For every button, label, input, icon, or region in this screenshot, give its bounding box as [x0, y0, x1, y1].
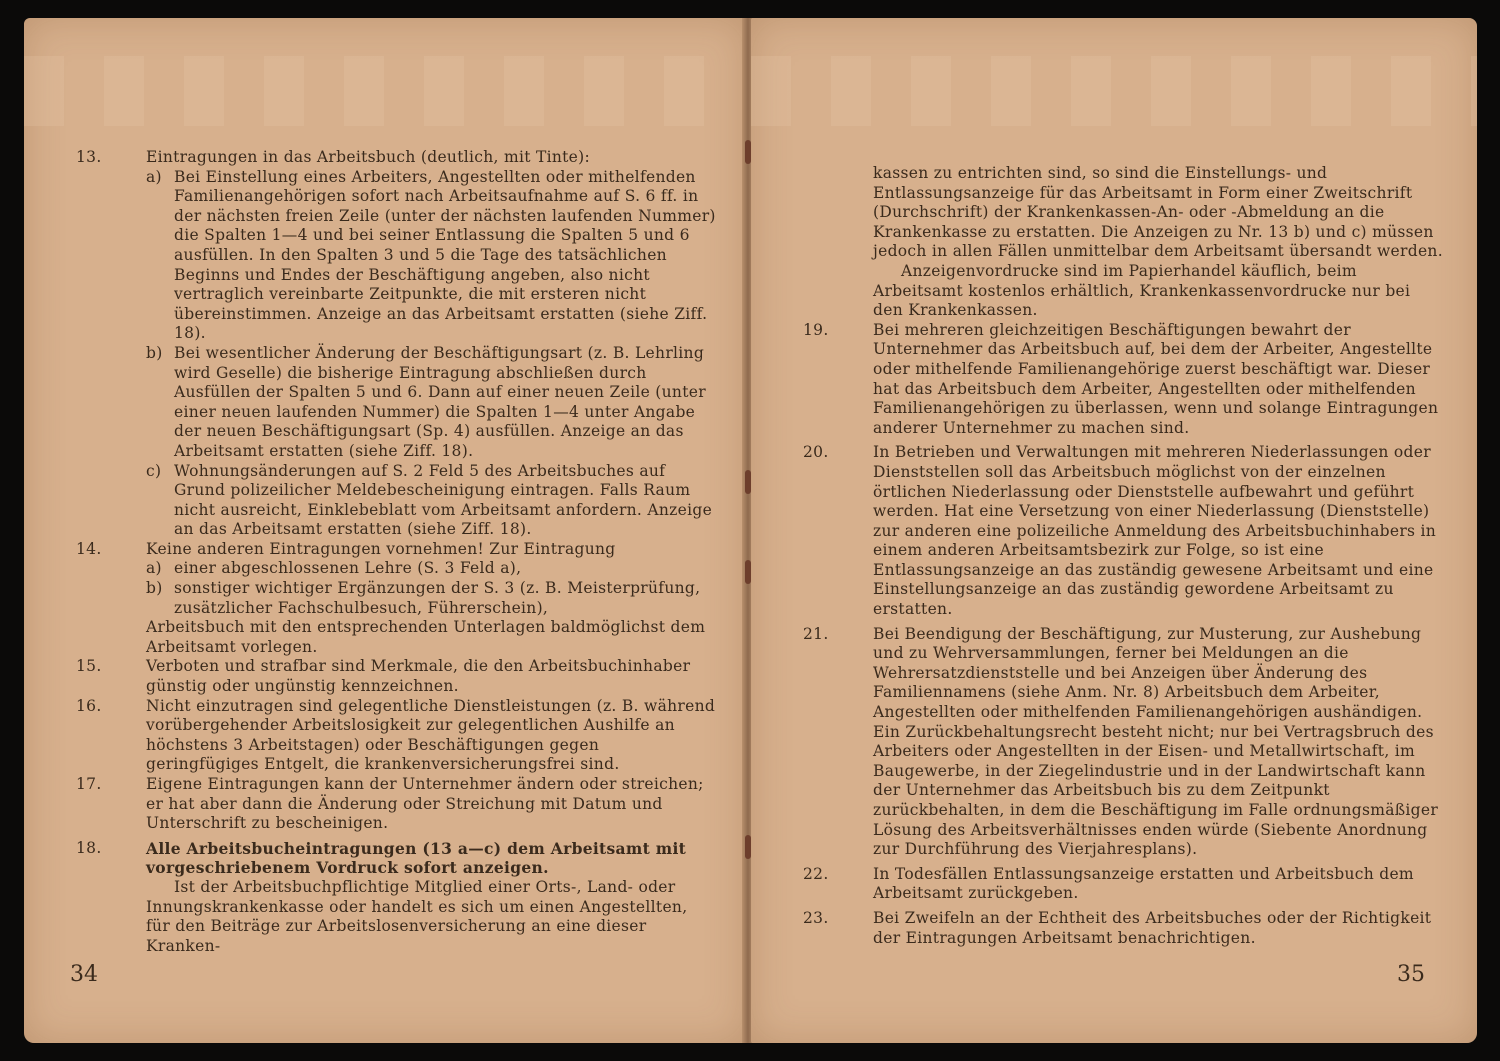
item-number: 16. [76, 696, 102, 715]
watermark-band [751, 56, 1477, 126]
item-20 [803, 443, 1443, 619]
sub-label: c) [146, 461, 162, 480]
sub-text: sonstiger wichtiger Ergänzungen der S. 3 (z. B. Meisterprüfung, zusätzlicher Fachschulbesuch, Führerschein), [174, 579, 701, 617]
sub-text: Wohnungsänderungen auf S. 2 Feld 5 des Arbeitsbuches auf Grund polizeilicher Meldebescheinigung eintragen. Falls Raum nicht ausreicht, Einklebeblatt vom Arbeitsamt anfordern. Anzeige an das Arbeitsamt erstatten (siehe Ziff. 18). [174, 461, 713, 539]
item-19 [803, 321, 1443, 439]
continuation-text: kassen zu entrichten sind, so sind die Einstellungs- und Entlassungsanzeige für das Arbeitsamt in Form einer Zweitschrift (Durchschrift) der Krankenkassen-An- oder -Abmeldung an die Krankenkasse zu erstatten. Die Anzeigen zu Nr. 13 b) und c) müssen jedoch in allen Fällen unmittelbar dem Arbeitsamt übersandt werden. [873, 164, 1443, 261]
item-number: 19. [803, 320, 829, 339]
item-number: 21. [803, 624, 829, 643]
item-text: Keine anderen Eintragungen vornehmen! Zur Eintragung [146, 539, 616, 558]
item-number: 15. [76, 657, 102, 676]
item-text: Bei Beendigung der Beschäftigung, zur Musterung, zur Aushebung und zu Wehrversammlungen, ferner bei Meldungen an die Wehrersatzdienststelle und bei Anzeigen über Änderung des Familiennamens (siehe Anm. Nr. 8) Arbeitsbuch dem Arbeiter, Angestellten oder mithelfenden Familienangehörigen aushändigen. Ein Zurückbehaltungsrecht besteht nicht; nur bei Vertragsbruch des Arbeiters oder Angestellten in der Eisen- und Metallwirtschaft, im Baugewerbe, in der Ziegelindustrie und in der Landwirtschaft kann der Unternehmer das Arbeitsbuch bis zu dem Zeitpunkt zurückbehalten, in dem die Beschäftigung im Falle ordnungsmäßiger Lösung des Arbeitsverhältnisses enden würde (Siebente Anordnung zur Durchführung des Vierjahresplans). [873, 624, 1439, 859]
item-number: 22. [803, 864, 829, 883]
item-number: 18. [76, 838, 102, 857]
continuation-text: Ist der Arbeitsbuchpflichtige Mitglied einer Orts-, Land- oder Innungskrankenkasse oder handelt es sich um einen Angestellten, für den Beiträge zur Arbeitslosenversicherung an eine dieser Kranken- [146, 877, 688, 955]
item-text: Eintragungen in das Arbeitsbuch (deutlich, mit Tinte): [146, 148, 591, 166]
right-page-text [803, 164, 1443, 948]
item-13 [76, 148, 716, 168]
sub-item-13b [76, 344, 716, 462]
sub-item-14b [76, 579, 716, 618]
item-text: Nicht einzutragen sind gelegentliche Dienstleistungen (z. B. während vorübergehender Arbeitslosigkeit zur gelegentlichen Aushilfe an höchstens 3 Arbeitstagen) oder Beschäftigungen gegen geringfügiges Entgelt, die krankenversicherungsfrei sind. [146, 696, 716, 774]
sub-text: Bei Einstellung eines Arbeiters, Angestellten oder mithelfenden Familienangehörigen sofort nach Arbeitsaufnahme auf S. 6 ff. in der nächsten freien Zeile (unter der nächsten laufenden Nummer) die Spalten 1—4 und bei seiner Entlassung die Spalten 5 und 6 ausfüllen. In den Spalten 3 und 5 die Tage des tatsächlichen Beginns und Endes der Beschäftigung angeben, also nicht vertraglich vereinbarte Zeitpunkte, die mit ersteren nicht übereinstimmen. Anzeige an das Arbeitsamt erstatten (siehe Ziff. 18). [174, 167, 716, 343]
item-text: Eigene Eintragungen kann der Unternehmer ändern oder streichen; er hat aber dann die Änderung oder Streichung mit Datum und Unterschrift zu bescheinigen. [146, 775, 704, 833]
sub-label: b) [146, 343, 163, 362]
left-page-text [76, 148, 716, 956]
item-21 [803, 625, 1443, 860]
item-text: In Betrieben und Verwaltungen mit mehreren Niederlassungen oder Dienststellen soll das Arbeitsbuch möglichst von der einzelnen örtlichen Niederlassung oder Dienststelle aufbewahrt und geführt werden. Hat eine Versetzung von einer Niederlassung (Dienststelle) zur anderen eine polizeiliche Anmeldung des Arbeitsbuchinhabers in einem anderen Arbeitsamtsbezirk zur Folge, so ist eine Entlassungsanzeige an das zuständig gewesene Arbeitsamt und eine Einstellungsanzeige an das zuständig gewordene Arbeitsamt zu erstatten. [873, 443, 1437, 619]
item-17 [76, 775, 716, 834]
item-number: 13. [76, 148, 102, 166]
sub-text: einer abgeschlossenen Lehre (S. 3 Feld a), [174, 559, 522, 578]
sub-label: a) [146, 167, 162, 186]
item-16 [76, 697, 716, 775]
item-text: In Todesfällen Entlassungsanzeige erstatten und Arbeitsbuch dem Arbeitsamt zurückgeben. [873, 864, 1414, 903]
item-text: Bei mehreren gleichzeitigen Beschäftigungen bewahrt der Unternehmer das Arbeitsbuch auf, bei dem der Arbeiter, Angestellte oder mithelfende Familienangehörige zuerst beschäftigt war. Dieser hat das Arbeitsbuch dem Arbeiter, Angestellten oder mithelfenden Familienangehörigen zu überlassen, wenn und solange Eintragungen anderer Unternehmer zu machen sind. [873, 320, 1439, 437]
item-14-after: Arbeitsbuch mit den entsprechenden Unterlagen baldmöglichst dem Arbeitsamt vorlegen. [146, 618, 706, 656]
item-number: 17. [76, 775, 102, 793]
item-text: Verboten und strafbar sind Merkmale, die den Arbeitsbuchinhaber günstig oder ungünstig kennzeichnen. [146, 657, 691, 696]
sub-item-14a [76, 559, 716, 579]
page-number: 35 [1397, 962, 1425, 987]
item-text: Alle Arbeitsbucheintragungen (13 a—c) dem Arbeitsamt mit vorgeschriebenem Vordruck sofort anzeigen. [146, 838, 687, 878]
sub-text: Bei wesentlicher Änderung der Beschäftigungsart (z. B. Lehrling wird Geselle) die bisherige Eintragung abschließen durch Ausfüllen der Spalten 5 und 6. Dann auf einer neuen Zeile (unter einer neuen laufenden Nummer) die Spalten 1—4 unter Angabe der neuen Beschäftigungsart (Sp. 4) ausfüllen. Anzeige an das Arbeitsamt erstatten (siehe Ziff. 18). [174, 343, 706, 460]
left-page [24, 18, 746, 1043]
item-text: Bei Zweifeln an der Echtheit des Arbeitsbuches oder der Richtigkeit der Eintragungen Arbeitsamt benachrichtigen. [873, 908, 1432, 947]
continuation-text-2: Anzeigenvordrucke sind im Papierhandel käuflich, beim Arbeitsamt kostenlos erhältlich, Krankenkassenvordrucke nur bei den Krankenkassen. [873, 261, 1411, 320]
item-number: 20. [803, 443, 829, 462]
right-page [751, 18, 1477, 1043]
item-23 [803, 909, 1443, 948]
item-number: 14. [76, 539, 102, 558]
sub-label: a) [146, 559, 162, 578]
sub-item-13c [76, 462, 716, 540]
page-number: 34 [70, 962, 98, 987]
sub-label: b) [146, 579, 163, 598]
sub-item-13a [76, 168, 716, 344]
watermark-band [24, 56, 746, 126]
item-14 [76, 540, 716, 560]
item-15 [76, 657, 716, 696]
item-number: 23. [803, 908, 829, 927]
item-18 [76, 839, 716, 878]
item-22 [803, 865, 1443, 904]
